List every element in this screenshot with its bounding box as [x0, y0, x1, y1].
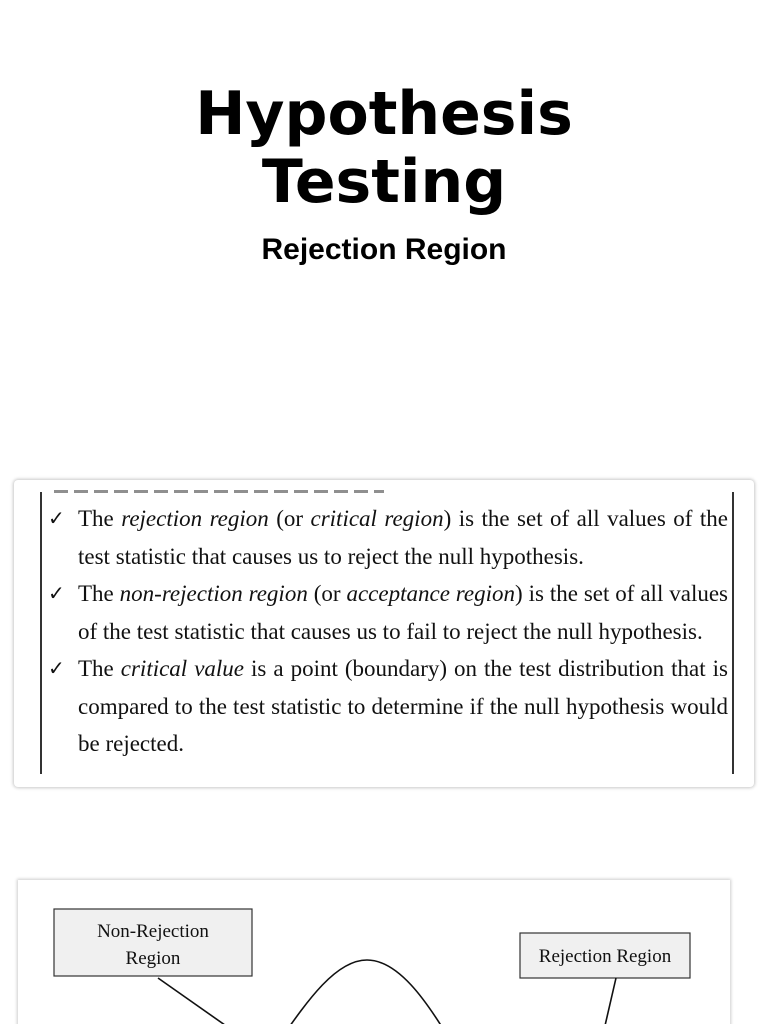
rejection-region-diagram — [18, 880, 730, 1024]
title-line-2: Testing — [261, 147, 507, 217]
rejection-pointer-line — [604, 978, 616, 1024]
term-critical-region: critical region — [310, 506, 444, 531]
term-rejection-region: rejection region — [121, 506, 269, 531]
definition-item-rejection-region — [44, 500, 728, 575]
cropped-text-edge — [54, 490, 384, 493]
rejection-region-label: Rejection Region — [538, 946, 672, 967]
check-mark-icon: ✓ — [48, 581, 65, 605]
definition-text: (or — [268, 506, 311, 531]
non-rejection-label-line-2: Region — [125, 948, 181, 969]
definitions-list — [44, 500, 728, 763]
definition-text: is a point (boundary) on the test distribution that is compared to the test statistic to determine if the null hypothesis would be rejected. — [78, 656, 728, 756]
definition-item-non-rejection-region — [44, 575, 728, 650]
slide-title — [0, 80, 768, 216]
term-acceptance-region: acceptance region — [346, 581, 516, 606]
definition-text: ) is the set of all values of the test statistic that causes us to reject the null hypothesis. — [78, 506, 729, 569]
non-rejection-pointer-line — [158, 978, 232, 1024]
title-line-1: Hypothesis — [195, 79, 573, 149]
definition-text: The — [78, 581, 120, 606]
check-mark-icon: ✓ — [48, 656, 65, 680]
definition-item-critical-value — [44, 650, 728, 763]
non-rejection-label-line-1: Non-Rejection — [97, 921, 209, 942]
term-critical-value: critical value — [120, 656, 245, 681]
right-border-rule — [732, 492, 734, 774]
definitions-image — [14, 480, 754, 787]
definition-text: ) is the set of all values of the test statistic that causes us to fail to reject the null hypothesis. — [78, 581, 728, 644]
distribution-curve — [280, 960, 450, 1024]
check-mark-icon: ✓ — [48, 506, 65, 530]
definition-text: The — [78, 656, 121, 681]
left-border-rule — [40, 492, 42, 774]
term-non-rejection-region: non-rejection region — [119, 581, 308, 606]
definition-text: (or — [307, 581, 347, 606]
slide-subtitle: Rejection Region — [261, 233, 507, 266]
diagram-svg — [18, 880, 730, 1024]
definition-text: The — [78, 506, 122, 531]
